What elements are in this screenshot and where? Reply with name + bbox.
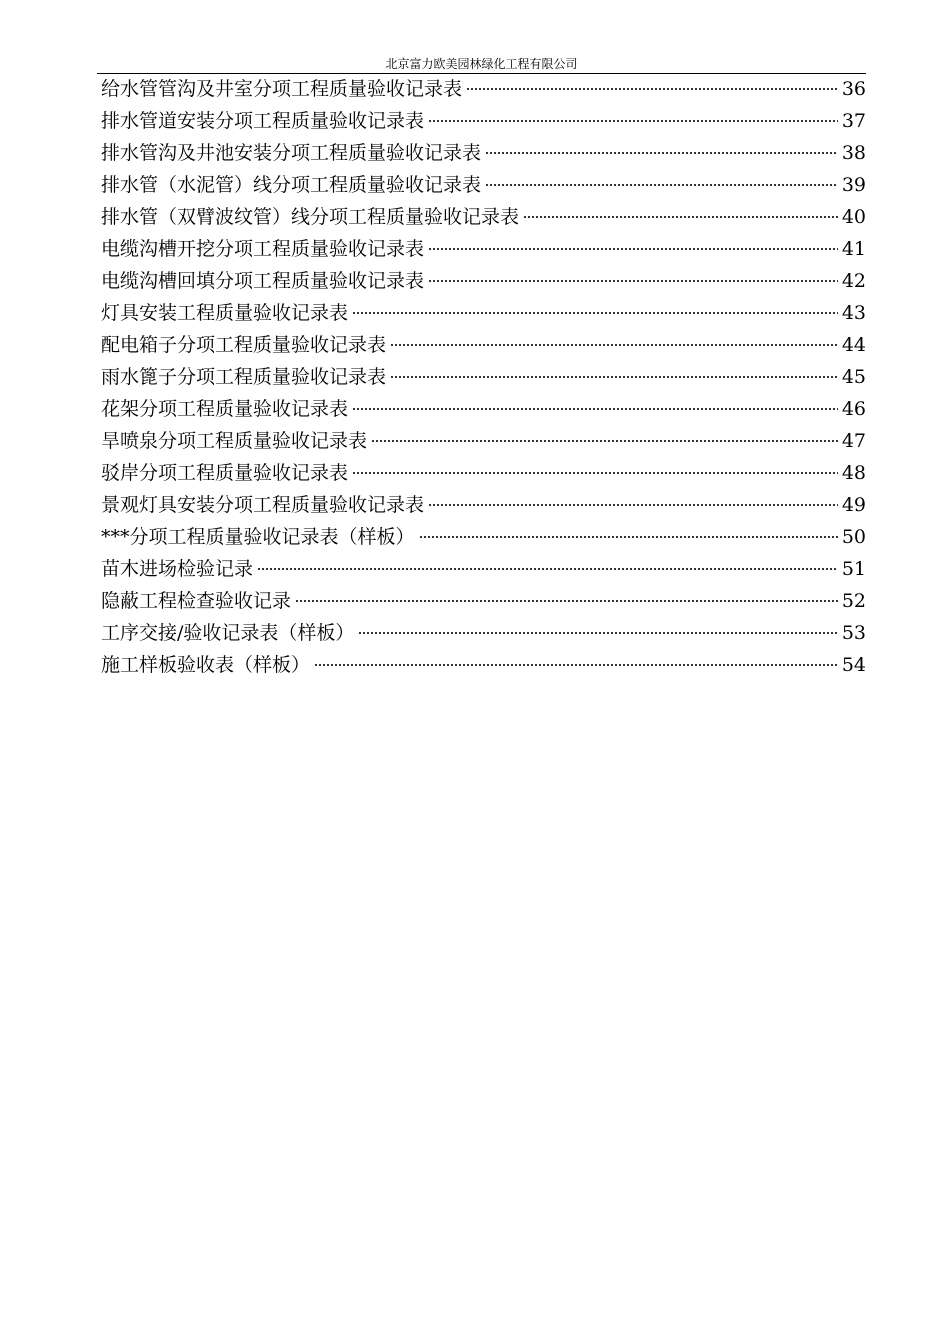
toc-item-title: 工序交接/验收记录表（样板） bbox=[101, 622, 355, 644]
toc-item-page: 37 bbox=[841, 110, 866, 132]
toc-item[interactable] bbox=[101, 138, 866, 170]
toc-item[interactable] bbox=[101, 170, 866, 202]
toc-item[interactable] bbox=[101, 106, 866, 138]
toc-leader-dots bbox=[419, 536, 838, 538]
toc-item[interactable] bbox=[101, 362, 866, 394]
toc-item-title: 电缆沟槽开挖分项工程质量验收记录表 bbox=[101, 238, 425, 260]
toc-item[interactable] bbox=[101, 330, 866, 362]
toc-leader-dots bbox=[485, 152, 838, 154]
toc-leader-dots bbox=[352, 472, 838, 474]
toc-item-page: 41 bbox=[841, 238, 866, 260]
toc-item-title: 驳岸分项工程质量验收记录表 bbox=[101, 462, 349, 484]
toc-item[interactable] bbox=[101, 458, 866, 490]
toc-leader-dots bbox=[352, 312, 838, 314]
toc-leader-dots bbox=[352, 408, 838, 410]
toc-item-title: 排水管（双臂波纹管）线分项工程质量验收记录表 bbox=[101, 206, 520, 228]
toc-leader-dots bbox=[358, 632, 837, 634]
toc-item[interactable] bbox=[101, 522, 866, 554]
toc-leader-dots bbox=[371, 440, 838, 442]
toc-item[interactable] bbox=[101, 202, 866, 234]
toc-item-page: 48 bbox=[841, 462, 866, 484]
toc-leader-dots bbox=[295, 600, 838, 602]
toc-item[interactable] bbox=[101, 650, 866, 682]
toc-item[interactable] bbox=[101, 74, 866, 106]
toc-leader-dots bbox=[523, 216, 838, 218]
toc-item-page: 42 bbox=[841, 270, 866, 292]
toc-item[interactable] bbox=[101, 554, 866, 586]
toc-item-page: 50 bbox=[841, 526, 866, 548]
toc-item[interactable] bbox=[101, 234, 866, 266]
toc-leader-dots bbox=[257, 568, 838, 570]
toc-item-page: 53 bbox=[841, 622, 866, 644]
toc-item-page: 36 bbox=[841, 78, 866, 100]
toc-leader-dots bbox=[390, 376, 838, 378]
toc-item-page: 51 bbox=[841, 558, 866, 580]
toc-item-title: 排水管道安装分项工程质量验收记录表 bbox=[101, 110, 425, 132]
toc-item-title: 苗木进场检验记录 bbox=[101, 558, 254, 580]
toc-item-title: 花架分项工程质量验收记录表 bbox=[101, 398, 349, 420]
table-of-contents bbox=[101, 74, 866, 682]
toc-item-title: 景观灯具安装分项工程质量验收记录表 bbox=[101, 494, 425, 516]
toc-item-page: 44 bbox=[841, 334, 866, 356]
toc-leader-dots bbox=[485, 184, 838, 186]
toc-leader-dots bbox=[428, 504, 838, 506]
toc-item-title: 给水管管沟及井室分项工程质量验收记录表 bbox=[101, 78, 463, 100]
toc-item[interactable] bbox=[101, 490, 866, 522]
page-header bbox=[97, 55, 866, 74]
toc-leader-dots bbox=[428, 280, 838, 282]
toc-item-title: 配电箱子分项工程质量验收记录表 bbox=[101, 334, 387, 356]
toc-item-page: 52 bbox=[841, 590, 866, 612]
toc-item-page: 46 bbox=[841, 398, 866, 420]
toc-item-title: ***分项工程质量验收记录表（样板） bbox=[101, 526, 415, 548]
toc-item-title: 排水管沟及井池安装分项工程质量验收记录表 bbox=[101, 142, 482, 164]
toc-item-page: 43 bbox=[841, 302, 866, 324]
toc-item-title: 雨水篦子分项工程质量验收记录表 bbox=[101, 366, 387, 388]
toc-item-page: 40 bbox=[841, 206, 866, 228]
toc-item-title: 隐蔽工程检查验收记录 bbox=[101, 590, 292, 612]
toc-item[interactable] bbox=[101, 298, 866, 330]
toc-item[interactable] bbox=[101, 618, 866, 650]
toc-leader-dots bbox=[314, 664, 838, 666]
toc-item-title: 旱喷泉分项工程质量验收记录表 bbox=[101, 430, 368, 452]
toc-leader-dots bbox=[466, 88, 838, 90]
toc-leader-dots bbox=[428, 120, 838, 122]
company-name: 北京富力欧美园林绿化工程有限公司 bbox=[385, 57, 578, 71]
toc-item-title: 灯具安装工程质量验收记录表 bbox=[101, 302, 349, 324]
toc-item-page: 49 bbox=[841, 494, 866, 516]
toc-item-page: 54 bbox=[841, 654, 866, 676]
toc-leader-dots bbox=[390, 344, 838, 346]
toc-item-page: 45 bbox=[841, 366, 866, 388]
toc-leader-dots bbox=[428, 248, 838, 250]
toc-item-title: 电缆沟槽回填分项工程质量验收记录表 bbox=[101, 270, 425, 292]
toc-item-page: 38 bbox=[841, 142, 866, 164]
toc-item[interactable] bbox=[101, 426, 866, 458]
toc-item-title: 排水管（水泥管）线分项工程质量验收记录表 bbox=[101, 174, 482, 196]
toc-item-page: 39 bbox=[841, 174, 866, 196]
toc-item-title: 施工样板验收表（样板） bbox=[101, 654, 311, 676]
toc-item[interactable] bbox=[101, 266, 866, 298]
toc-item-page: 47 bbox=[841, 430, 866, 452]
toc-item[interactable] bbox=[101, 394, 866, 426]
toc-item[interactable] bbox=[101, 586, 866, 618]
